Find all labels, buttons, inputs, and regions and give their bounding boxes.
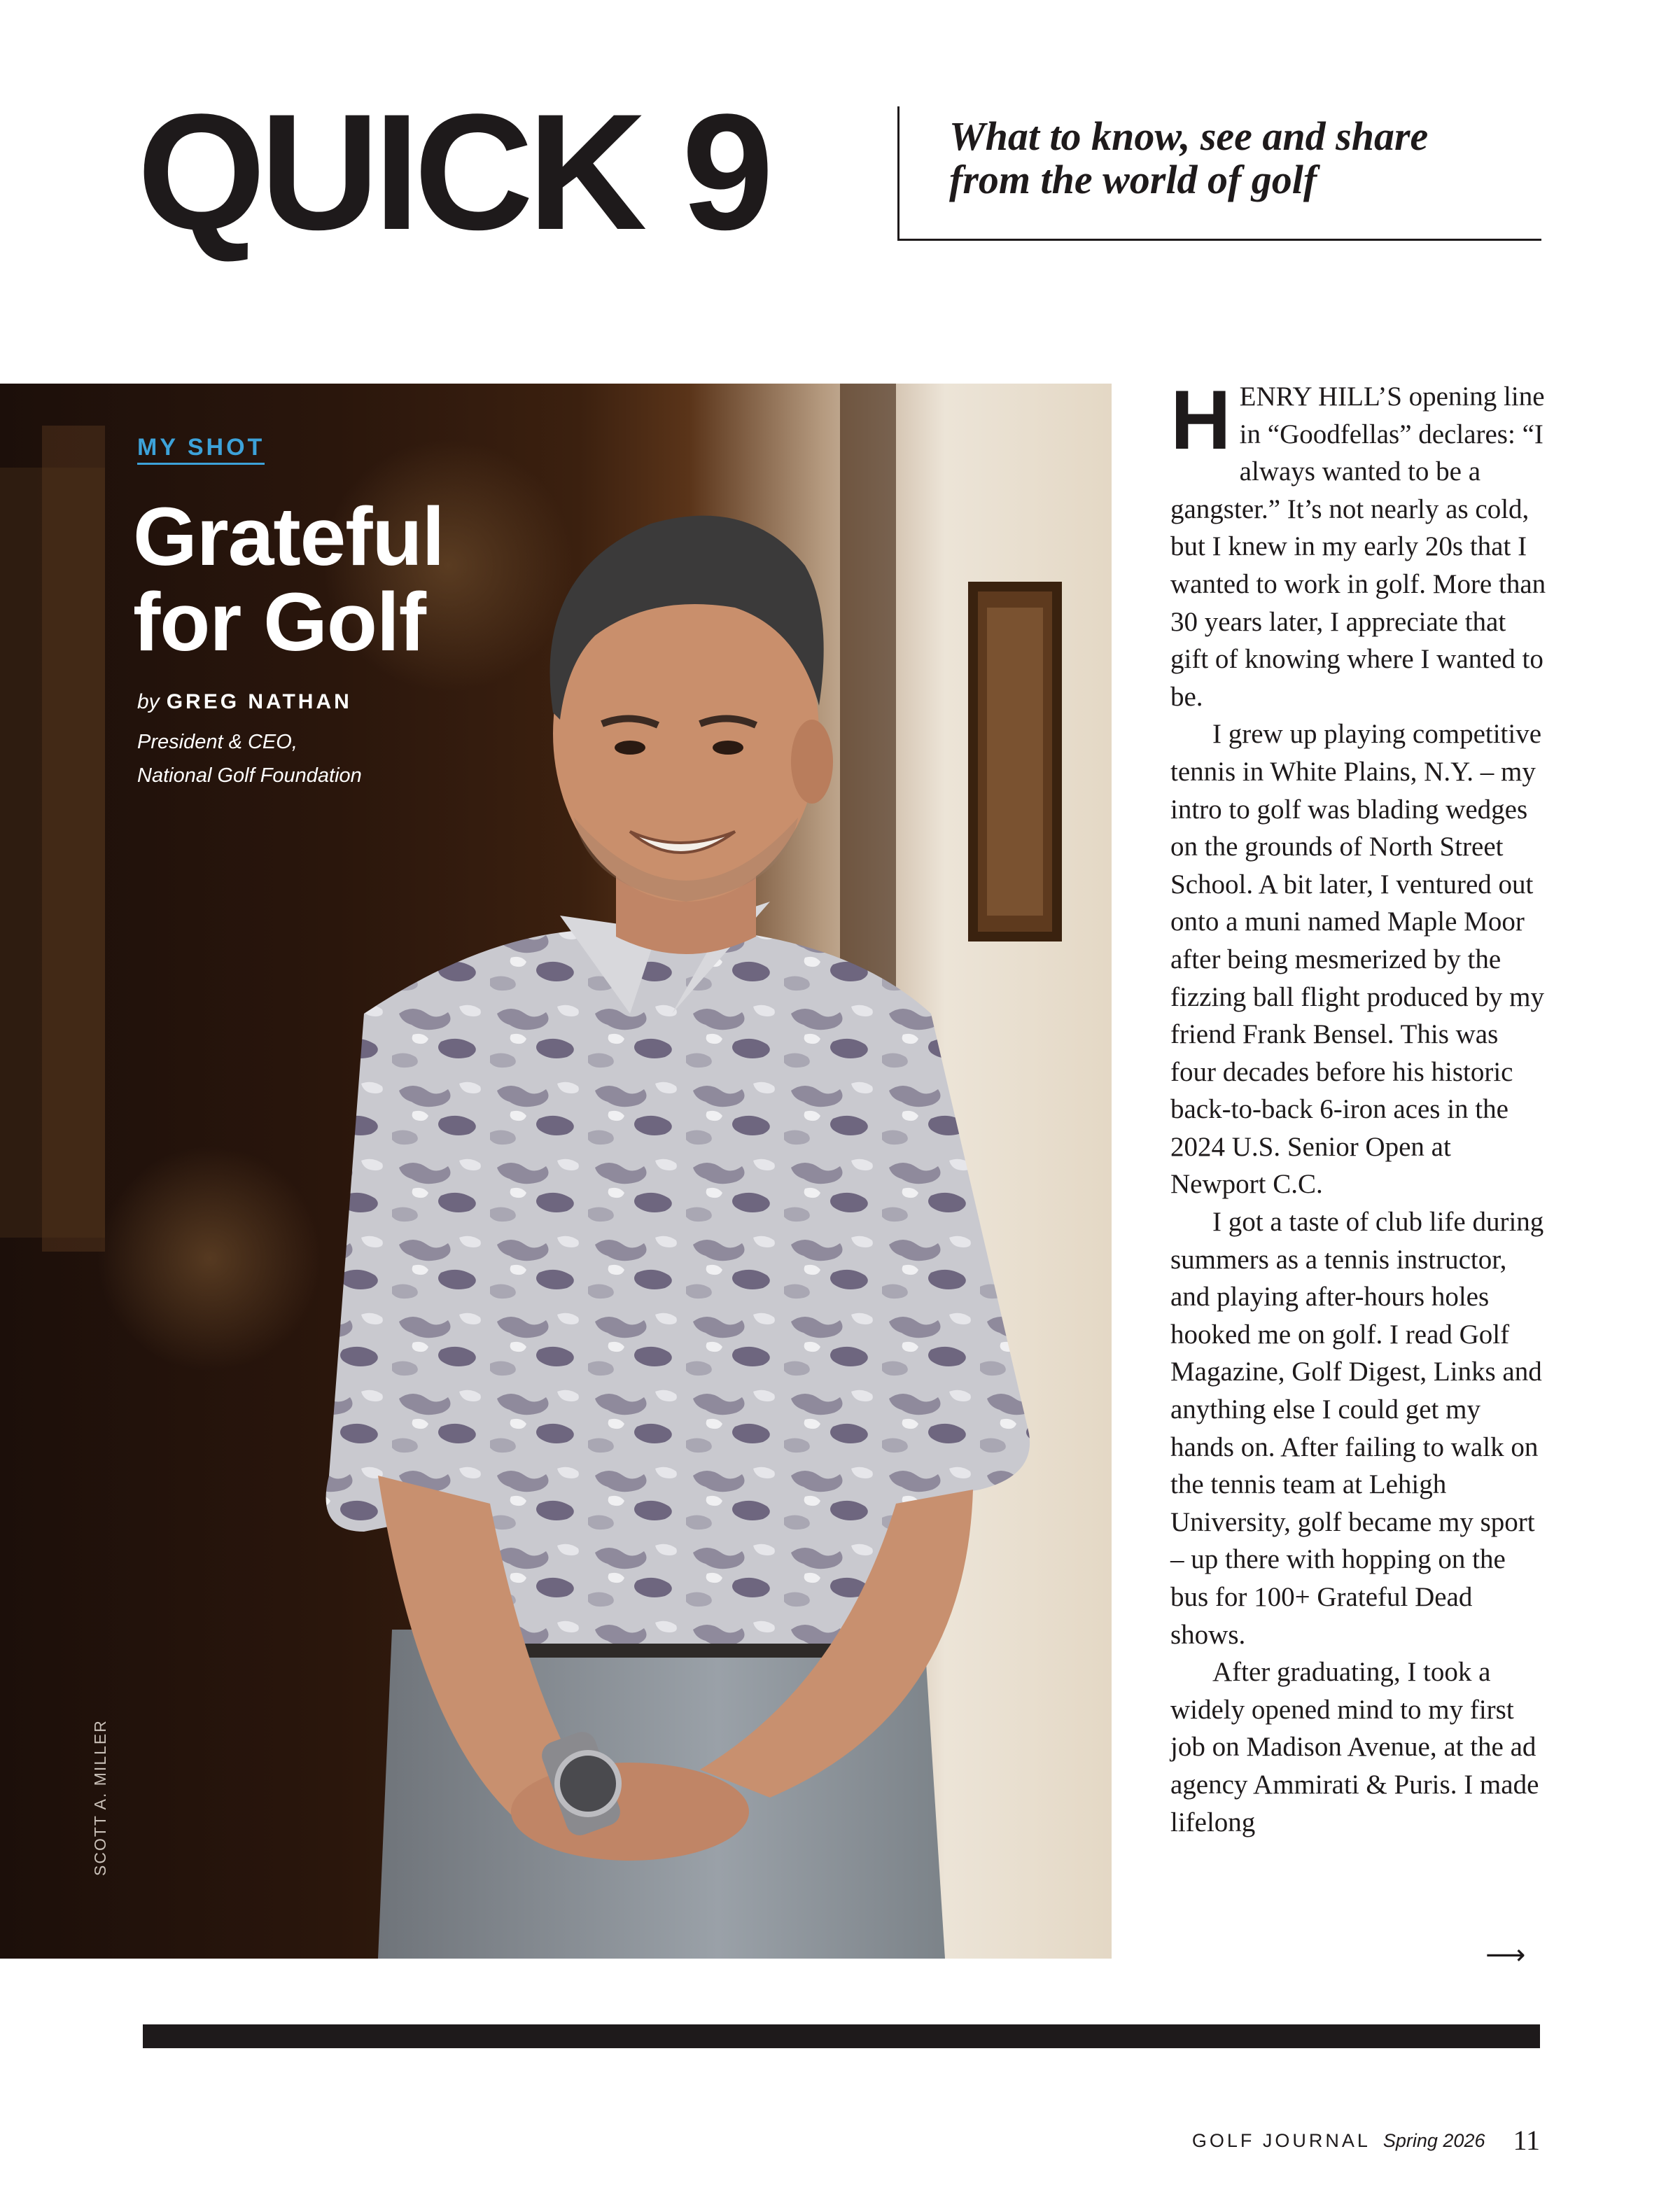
footer-rule (143, 2024, 1540, 2048)
author-name: GREG NATHAN (166, 690, 352, 713)
author-organization: National Golf Foundation (137, 764, 362, 787)
paragraph-1 (1170, 373, 1548, 715)
article-body (1170, 373, 1548, 1841)
drop-cap: H (1170, 373, 1231, 467)
issue-date: Spring 2026 (1382, 2130, 1485, 2151)
page-footer (1192, 2124, 1540, 2157)
author-title (137, 725, 362, 792)
arrow-right-icon: ⟶ (1485, 1939, 1526, 1971)
paragraph-2: I grew up playing competitive tennis in White Plains, N.Y. – my intro to golf was blading wedges on the grounds of North Street School. A bit later, I ventured out onto a muni named Maple Moor after being mesmerized by the fizzing ball flight produced by my friend Frank Bensel. This was four decades before his historic back-to-back 6-iron aces in the 2024 U.S. Senior Open at Newport C.C. (1170, 719, 1544, 1200)
publication-name: GOLF JOURNAL (1191, 2130, 1371, 2151)
tagline-line-1: What to know, see and share (949, 113, 1429, 159)
paragraph-3: I got a taste of club life during summers as a tennis instructor, and playing after-hours holes hooked me on golf. I read Golf Magazine, Golf Digest, Links and anything else I could get my hands on. After failing to walk on the tennis team at Lehigh University, golf became my sport – up there with hopping on the bus for 100+ Grateful Dead shows. (1170, 1207, 1544, 1650)
author-role: President & CEO, (137, 731, 298, 753)
tagline-line-2: from the world of golf (949, 157, 1317, 202)
article-headline (133, 491, 567, 668)
lead-in: ENRY HILL’S (1239, 382, 1402, 412)
photo-credit: SCOTT A. MILLER (91, 1719, 109, 1876)
paragraph-1-text: opening line in “Goodfellas” declares: “I always wanted to be a gangster.” It’s not nearly as cold, but I knew in my early 20s that I wanted to work in golf. More than 30 years later, I appreciate that gift of knowing where I wanted to be. (1170, 382, 1546, 712)
tagline (949, 115, 1537, 202)
section-kicker: MY SHOT (137, 434, 265, 465)
byline-prefix: by (137, 690, 160, 713)
headline-line-2: for Golf (133, 576, 426, 668)
byline (137, 690, 352, 714)
paragraph-4: After graduating, I took a widely opened mind to my first job on Madison Avenue, at the ad agency Ammirati & Puris. I made lifelong (1170, 1657, 1539, 1837)
page-number: 11 (1513, 2124, 1540, 2156)
headline-line-1: Grateful (133, 491, 444, 583)
masthead-title: QUICK 9 (137, 80, 769, 265)
